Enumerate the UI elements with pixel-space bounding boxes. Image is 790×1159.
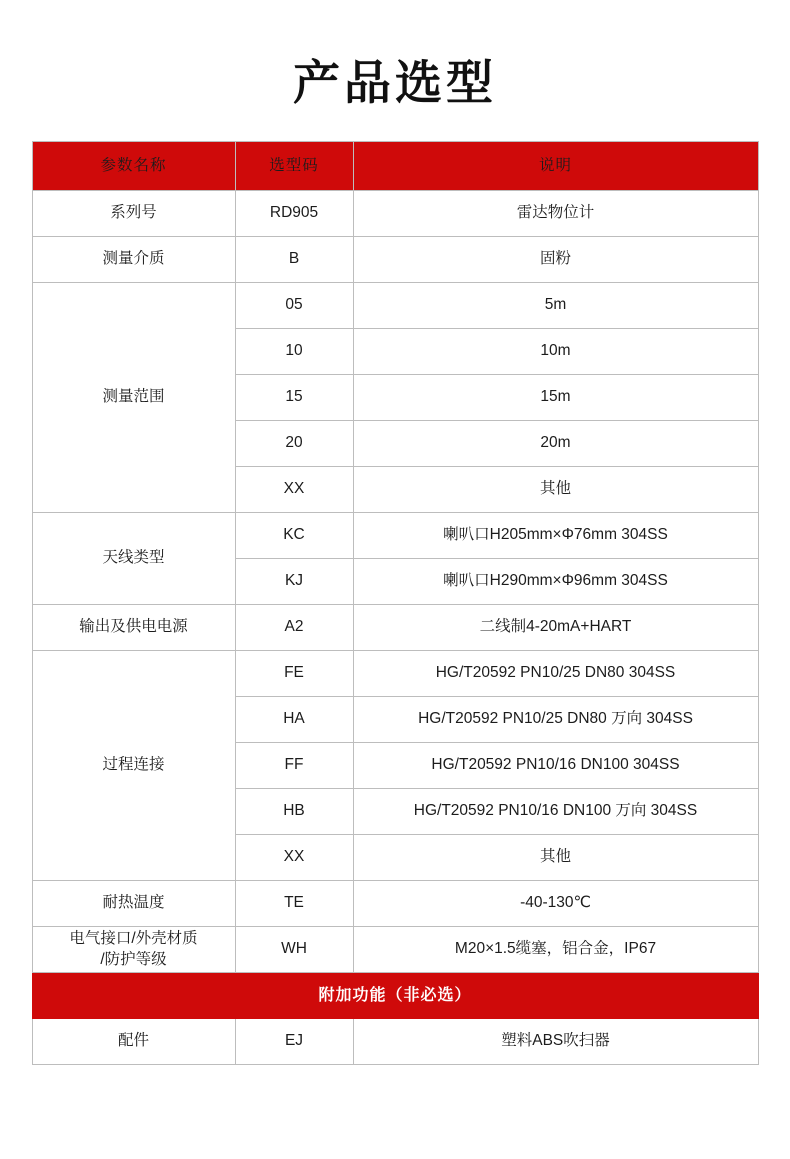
cell-description: 10m	[353, 329, 758, 375]
cell-parameter: 测量范围	[32, 283, 235, 513]
cell-parameter: 输出及供电电源	[32, 605, 235, 651]
cell-code: RD905	[235, 191, 353, 237]
cell-parameter: 系列号	[32, 191, 235, 237]
cell-description: 喇叭口H205mm×Φ76mm 304SS	[353, 513, 758, 559]
cell-description: 其他	[353, 835, 758, 881]
cell-code: XX	[235, 467, 353, 513]
cell-description: 5m	[353, 283, 758, 329]
cell-parameter: 过程连接	[32, 651, 235, 881]
cell-description: 雷达物位计	[353, 191, 758, 237]
cell-description: 二线制4-20mA+HART	[353, 605, 758, 651]
cell-description: -40-130℃	[353, 881, 758, 927]
cell-description: HG/T20592 PN10/25 DN80 304SS	[353, 651, 758, 697]
cell-description: HG/T20592 PN10/16 DN100 万向 304SS	[353, 789, 758, 835]
cell-code: FE	[235, 651, 353, 697]
cell-code: KC	[235, 513, 353, 559]
cell-code: KJ	[235, 559, 353, 605]
cell-description: 塑料ABS吹扫器	[353, 1019, 758, 1065]
cell-code: HA	[235, 697, 353, 743]
table-row	[32, 927, 758, 973]
cell-code: B	[235, 237, 353, 283]
cell-parameter-line1: 电气接口/外壳材质	[69, 929, 198, 947]
table-header	[32, 142, 758, 191]
table-row	[32, 651, 758, 697]
cell-description: 20m	[353, 421, 758, 467]
table-row	[32, 191, 758, 237]
cell-description: 15m	[353, 375, 758, 421]
column-header-description: 说明	[353, 142, 758, 191]
cell-code: 20	[235, 421, 353, 467]
cell-description: 喇叭口H290mm×Φ96mm 304SS	[353, 559, 758, 605]
cell-code: A2	[235, 605, 353, 651]
table-row	[32, 237, 758, 283]
cell-code: FF	[235, 743, 353, 789]
cell-code: 15	[235, 375, 353, 421]
specification-table	[32, 141, 759, 1065]
section-title: 附加功能（非必选）	[32, 973, 758, 1019]
cell-parameter: 耐热温度	[32, 881, 235, 927]
table-body	[32, 191, 758, 1065]
cell-description: HG/T20592 PN10/16 DN100 304SS	[353, 743, 758, 789]
table-row	[32, 881, 758, 927]
cell-code: WH	[235, 927, 353, 973]
cell-code: XX	[235, 835, 353, 881]
cell-code: TE	[235, 881, 353, 927]
cell-parameter-line2: /防护等级	[100, 950, 167, 968]
cell-description: HG/T20592 PN10/25 DN80 万向 304SS	[353, 697, 758, 743]
cell-parameter: 天线类型	[32, 513, 235, 605]
cell-code: 10	[235, 329, 353, 375]
column-header-code: 选型码	[235, 142, 353, 191]
cell-description: 其他	[353, 467, 758, 513]
cell-code: EJ	[235, 1019, 353, 1065]
cell-code: HB	[235, 789, 353, 835]
table-row	[32, 283, 758, 329]
table-header-row	[32, 142, 758, 191]
cell-parameter: 测量介质	[32, 237, 235, 283]
page-title: 产品选型	[293, 56, 497, 109]
cell-description: 固粉	[353, 237, 758, 283]
cell-description: M20×1.5缆塞，铝合金，IP67	[353, 927, 758, 973]
column-header-parameter: 参数名称	[32, 142, 235, 191]
cell-code: 05	[235, 283, 353, 329]
table-row	[32, 605, 758, 651]
cell-parameter	[32, 927, 235, 973]
cell-parameter: 配件	[32, 1019, 235, 1065]
table-row	[32, 513, 758, 559]
section-header-row	[32, 973, 758, 1019]
table-row	[32, 1019, 758, 1065]
